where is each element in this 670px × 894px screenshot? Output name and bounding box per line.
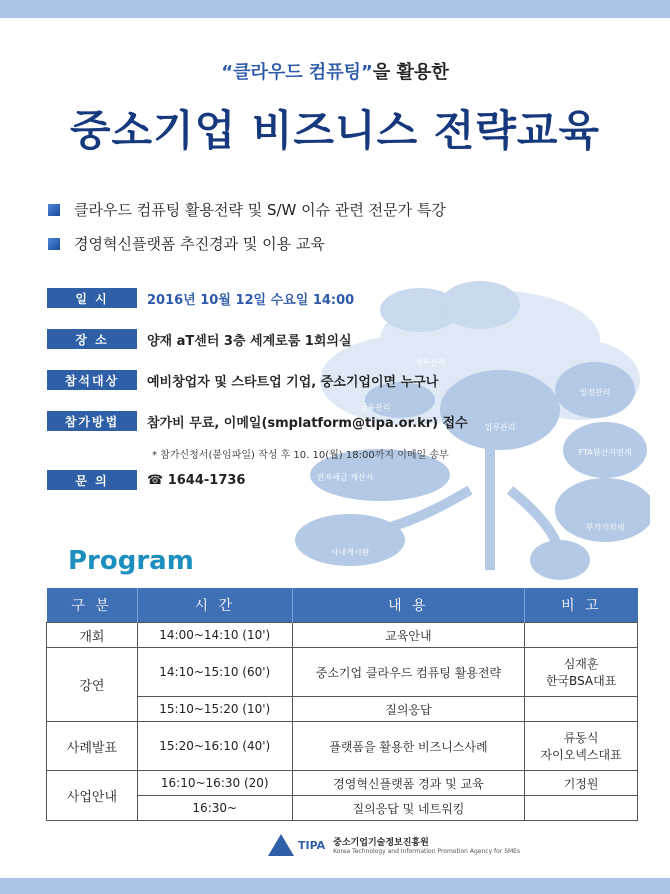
cloud-label: 전자세금 계산서 [316,473,374,482]
cloud-illustration [270,270,650,600]
header-time: 시 간 [137,588,292,623]
table-header-row [47,588,638,623]
cloud-label: 사내게시판 [330,548,370,557]
cell-note [525,623,638,648]
info-label: 참석대상 [47,370,137,390]
cell-time: 14:10~15:10 (60') [137,648,292,697]
cell-content: 질의응답 [292,697,525,722]
program-title: Program [68,546,194,576]
square-bullet-icon [48,238,60,250]
table-row [47,623,638,648]
cell-time: 14:00~14:10 (10') [137,623,292,648]
table-row [47,648,638,697]
cloud-label: 일정관리 [579,388,611,397]
cell-time: 15:20~16:10 (40') [137,722,292,771]
cloud-label: 급융관리 [359,403,391,412]
info-note: * 참가신청서(붙임파일) 작성 후 10. 10(월) 18:00까지 이메일 송부 [152,450,449,461]
cell-time: 16:30~ [137,796,292,821]
info-label: 문 의 [47,470,137,490]
info-place [47,329,352,349]
info-target [47,370,438,390]
subtitle-rest: 을 활용한 [372,62,449,83]
bullet-item [48,233,325,254]
cloud-label: FTA원산지연계 [578,448,632,457]
cell-time: 16:10~16:30 (20) [137,771,292,796]
speaker-name: 심재훈 [563,657,599,671]
info-value: ☎ 1644-1736 [147,472,246,488]
cell-note: 기정원 [525,771,638,796]
header-note: 비 고 [525,588,638,623]
cell-category: 사례발표 [47,722,138,771]
square-bullet-icon [48,204,60,216]
info-label: 일 시 [47,288,137,308]
info-value: 2016년 10월 12일 수요일 14:00 [147,292,355,308]
cell-note [525,697,638,722]
cell-note [525,722,638,771]
cell-category: 강연 [47,648,138,722]
info-value: 예비창업자 및 스타트업 기업, 중소기업이면 누구나 [147,374,439,390]
subtitle [0,58,670,84]
header-content: 내 용 [292,588,525,623]
info-label: 장 소 [47,329,137,349]
info-value: 양재 aT센터 3층 세계로룸 1회의실 [147,333,352,349]
logo-text: TIPA [298,838,326,852]
cloud-label: 부가가치세 [585,523,625,532]
header-category: 구 분 [47,588,138,623]
table-row [47,722,638,771]
cell-note [525,796,638,821]
cell-time: 15:10~15:20 (10') [137,697,292,722]
bottom-band [0,878,670,894]
subtitle-highlight: “클라우드 컴퓨팅” [221,62,373,83]
tipa-logo-icon [268,834,294,856]
cell-content: 질의응답 및 네트워킹 [292,796,525,821]
cell-category: 사업안내 [47,771,138,821]
org-name-en: Korea Technology and Information Promotion Agency for SMEs [333,848,521,855]
speaker-name: 류동식 [563,731,599,745]
cell-content: 교육안내 [292,623,525,648]
info-date [47,288,354,308]
footer [268,834,520,856]
speaker-title: 한국BSA대표 [545,674,617,688]
info-method [47,411,468,431]
info-contact [47,470,245,490]
top-band [0,0,670,18]
cell-content: 중소기업 클라우드 컴퓨팅 활용전략 [292,648,525,697]
page-title: 중소기업 비즈니스 전략교육 [69,106,601,155]
info-value: 참가비 무료, 이메일(smplatform@tipa.or.kr) 접수 [147,415,468,431]
cloud-label: 업무관리 [484,423,516,432]
cloud-label: 재무관리 [414,358,446,367]
program-table [46,588,638,821]
cell-content: 플랫폼을 활용한 비즈니스사례 [292,722,525,771]
cell-note [525,648,638,697]
info-label: 참가방법 [47,411,137,431]
cell-category: 개회 [47,623,138,648]
speaker-title: 자이오넥스대표 [540,748,622,762]
bullet-text: 경영혁신플랫폼 추진경과 및 이용 교육 [74,235,325,253]
bullet-text: 클라우드 컴퓨팅 활용전략 및 S/W 이슈 관련 전문가 특강 [74,201,446,219]
cell-content: 경영혁신플랫폼 경과 및 교육 [292,771,525,796]
bullet-item [48,199,446,220]
table-row [47,771,638,796]
org-name: 중소기업기술정보진흥원 [333,838,429,848]
